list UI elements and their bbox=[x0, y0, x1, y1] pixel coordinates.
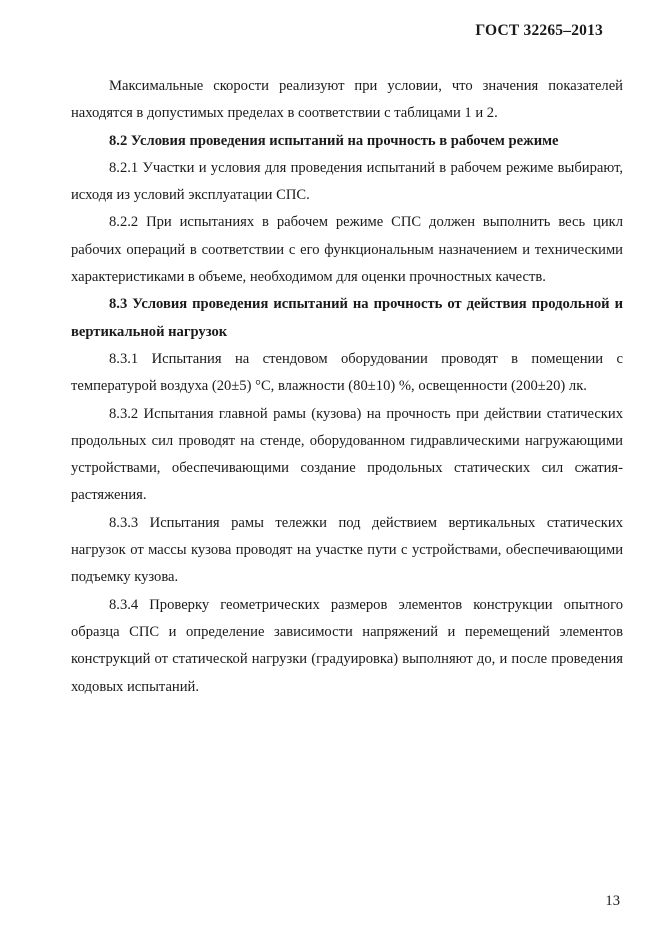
paragraph-8-2-1: 8.2.1 Участки и условия для проведения испытаний в рабочем режиме выбирают, исходя из условий эксплуатации СПС. bbox=[71, 159, 623, 204]
page-number: 13 bbox=[605, 893, 620, 909]
paragraph-8-3-2: 8.3.2 Испытания главной рамы (кузова) на прочность при действии статических продольных сил проводят на стенде, оборудованном гидравлическими нагружающими устройствами, обеспечивающими создание продольных статических сил сжатия-растяжения. bbox=[71, 405, 623, 504]
paragraph-8-2-2: 8.2.2 При испытаниях в рабочем режиме СПС должен выполнить весь цикл рабочих операций в соответствии с его функциональным назначением и техническими характеристиками в объеме, необходимом для оценки прочностных качеств. bbox=[71, 214, 623, 286]
document-body bbox=[71, 73, 623, 701]
paragraph-8-3-4: 8.3.4 Проверку геометрических размеров элементов конструкции опытного образца СПС и определение зависимости напряжений и перемещений элементов конструкций от статической нагрузки (градуировка) выполняют до, и после проведения ходовых испытаний. bbox=[71, 596, 623, 695]
section-heading-8-2: 8.2 Условия проведения испытаний на прочность в рабочем режиме bbox=[109, 132, 559, 149]
paragraph-8-3-3: 8.3.3 Испытания рамы тележки под действием вертикальных статических нагрузок от массы кузова проводят на участке пути с устройствами, обеспечивающими подъемку кузова. bbox=[71, 514, 623, 586]
section-heading-8-3: 8.3 Условия проведения испытаний на прочность от действия продольной и вертикальной нагрузок bbox=[71, 296, 623, 340]
paragraph-intro: Максимальные скорости реализуют при условии, что значения показателей находятся в допустимых пределах в соответствии с таблицами 1 и 2. bbox=[71, 78, 623, 122]
paragraph-8-3-1: 8.3.1 Испытания на стендовом оборудовании проводят в помещении с температурой воздуха (20±5) °С, влажности (80±10) %, освещенности (200±20) лк. bbox=[71, 350, 623, 395]
document-id-header: ГОСТ 32265–2013 bbox=[475, 22, 603, 39]
